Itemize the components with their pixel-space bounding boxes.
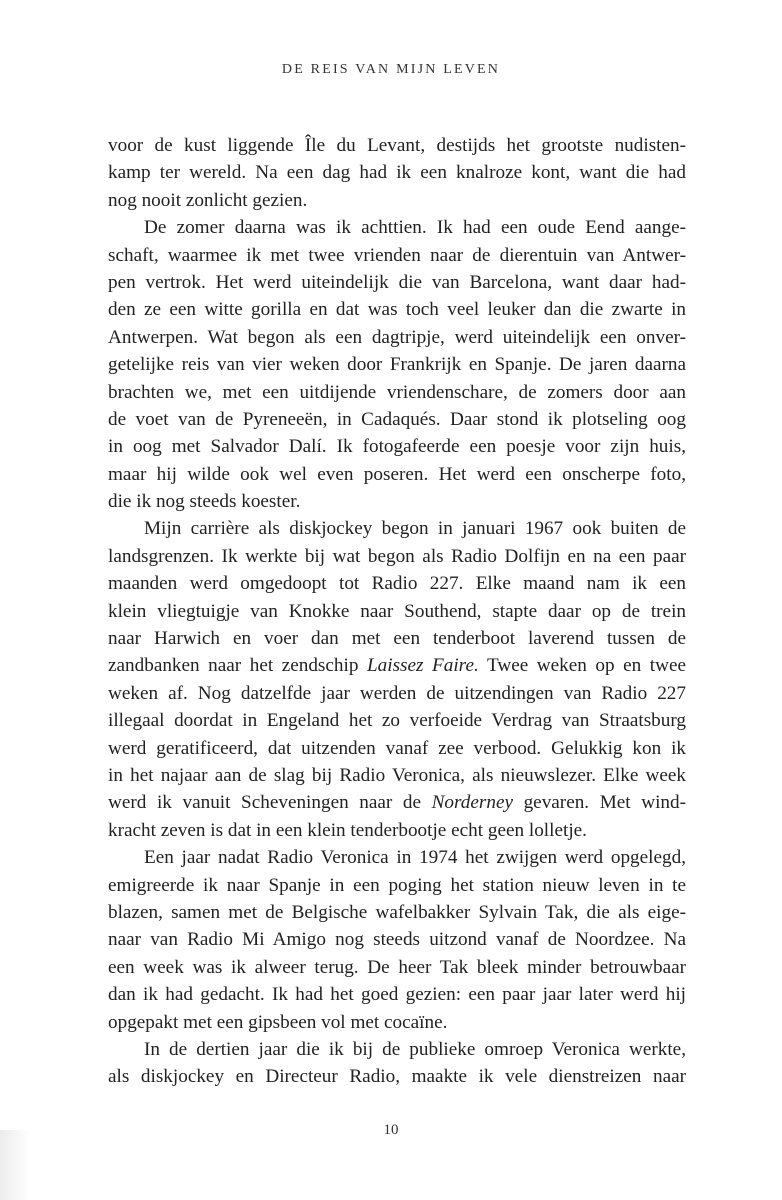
text-line: pen vertrok. Het werd uiteindelijk die van Barcelona, want daar had- — [108, 271, 686, 293]
text-line: schaft, waarmee ik met twee vrienden naar de dierentuin van Antwer- — [108, 244, 686, 266]
text-line: kamp ter wereld. Na een dag had ik een knalroze kont, want die had — [108, 162, 686, 184]
text-run: Twee weken op en twee — [478, 655, 686, 677]
text-line: voor de kust liggende Île du Levant, destijds het grootste nudisten- — [108, 135, 686, 156]
text-line: landsgrenzen. Ik werkte bij wat begon als Radio Dolfijn en na een paar — [108, 545, 686, 567]
paragraph-2 — [108, 214, 686, 515]
text-line: kracht zeven is dat in een klein tenderbootje echt geen lolletje. — [108, 819, 587, 841]
text-line: Een jaar nadat Radio Veronica in 1974 het zwijgen werd opgelegd, — [144, 847, 686, 869]
paragraph-3 — [108, 515, 686, 844]
text-line: blazen, samen met de Belgische wafelbakker Sylvain Tak, die als eige- — [108, 901, 686, 923]
text-line-with-ship-name — [108, 652, 686, 679]
text-line: naar van Radio Mi Amigo nog steeds uitzond vanaf de Noordzee. Na — [108, 929, 686, 951]
paragraph-1 — [108, 132, 686, 214]
text-run: gevaren. Met wind- — [512, 792, 686, 814]
ship-name-italic: Laissez Faire. — [366, 655, 479, 677]
text-line: Mijn carrière als diskjockey begon in januari 1967 ook buiten de — [144, 518, 686, 540]
text-line: maar hij wilde ook wel even poseren. Het werd een onscherpe foto, — [108, 463, 686, 485]
page-number: 10 — [383, 1122, 399, 1138]
ship-name-italic: Norderney — [431, 792, 513, 814]
paragraph-4 — [108, 844, 686, 1036]
text-line: maanden werd omgedoopt tot Radio 227. Elke maand nam ik een — [108, 573, 686, 595]
text-line: getelijke reis van vier weken door Frankrijk en Spanje. De jaren daarna — [108, 354, 686, 376]
text-line: werd geratificeerd, dat uitzenden vanaf zee verbood. Gelukkig kon ik — [108, 737, 686, 759]
page-edge-shadow — [0, 1130, 30, 1200]
body-text — [108, 132, 686, 1091]
text-line: de voet van de Pyreneeën, in Cadaqués. Daar stond ik plotseling oog — [108, 408, 686, 430]
text-run: werd ik vanuit Scheveningen naar de — [108, 792, 432, 814]
text-line-with-ship-name — [108, 789, 686, 816]
text-line: nog nooit zonlicht gezien. — [108, 189, 308, 211]
text-line: De zomer daarna was ik achttien. Ik had een oude Eend aange- — [144, 217, 686, 239]
text-line: als diskjockey en Directeur Radio, maakte ik vele dienstreizen naar — [108, 1066, 686, 1088]
text-line: klein vliegtuigje van Knokke naar Southend, stapte daar op de trein — [108, 600, 686, 622]
text-line: weken af. Nog datzelfde jaar werden de uitzendingen van Radio 227 — [108, 682, 686, 704]
text-line: illegaal doordat in Engeland het zo verfoeide Verdrag van Straatsburg — [108, 710, 686, 732]
running-head: DE REIS VAN MIJN LEVEN — [281, 62, 501, 77]
text-line: den ze een witte gorilla en dat was toch veel leuker dan die zwarte in — [108, 299, 686, 321]
text-line: emigreerde ik naar Spanje in een poging het station nieuw leven in te — [108, 874, 686, 896]
text-line: dan ik had gedacht. Ik had het goed gezien: een paar jaar later werd hij — [108, 984, 686, 1006]
text-run: zandbanken naar het zendschip — [108, 655, 367, 677]
text-line: opgepakt met een gipsbeen vol met cocaïne. — [108, 1011, 448, 1033]
text-line: brachten we, met een uitdijende vriendenschare, de zomers door aan — [108, 381, 686, 403]
paragraph-5 — [108, 1036, 686, 1091]
text-line: Antwerpen. Wat begon als een dagtripje, werd uiteindelijk een onver- — [108, 326, 686, 348]
text-line: naar Harwich en voer dan met een tenderboot laverend tussen de — [108, 628, 686, 650]
text-line: In de dertien jaar die ik bij de publieke omroep Veronica werkte, — [144, 1038, 686, 1060]
text-line: in oog met Salvador Dalí. Ik fotogafeerde een poesje voor zijn huis, — [108, 436, 686, 458]
text-line: in het najaar aan de slag bij Radio Veronica, als nieuwslezer. Elke week — [108, 764, 686, 786]
text-line: die ik nog steeds koester. — [108, 491, 301, 513]
text-line: een week was ik alweer terug. De heer Tak bleek minder betrouwbaar — [108, 956, 686, 978]
